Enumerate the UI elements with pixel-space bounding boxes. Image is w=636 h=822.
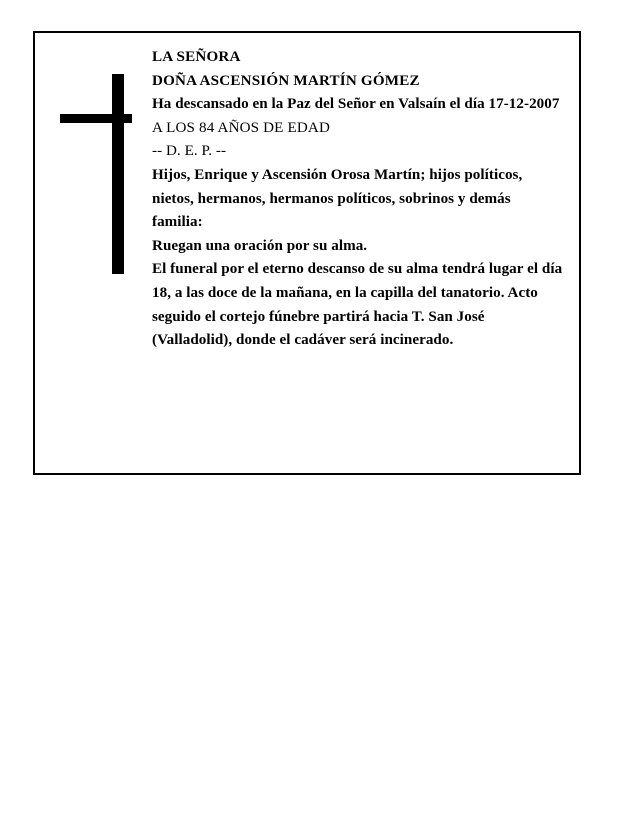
obituary-notice-card: [33, 31, 581, 475]
prayer-request-line: Ruegan una oración por su alma.: [152, 237, 368, 254]
cross-vertical-bar: [112, 74, 124, 274]
latin-cross-icon: [60, 74, 134, 274]
funeral-details-paragraph: El funeral por el eterno descanso de su alma tendrá lugar el día 18, a las doce de la mañana, en la capilla del tanatorio. Acto seguido el cortejo fúnebre partirá hacia T. San José (Valladolid), donde el cadáver será incinerado.: [152, 261, 563, 349]
notice-text-column: [152, 46, 564, 353]
death-statement: Ha descansado en la Paz del Señor en Valsaín el día 17-12-2007: [152, 96, 560, 113]
survivors-paragraph: Hijos, Enrique y Ascensión Orosa Martín; hijos políticos, nietos, hermanos, hermanos políticos, sobrinos y demás familia:: [152, 166, 523, 231]
salutation-line: LA SEÑORA: [152, 49, 241, 65]
age-line: A LOS 84 AÑOS DE EDAD: [152, 119, 330, 136]
deceased-name: DOÑA ASCENSIÓN MARTÍN GÓMEZ: [152, 72, 420, 89]
cross-horizontal-bar: [60, 114, 132, 123]
rest-in-peace-line: -- D. E. P. --: [152, 143, 227, 160]
